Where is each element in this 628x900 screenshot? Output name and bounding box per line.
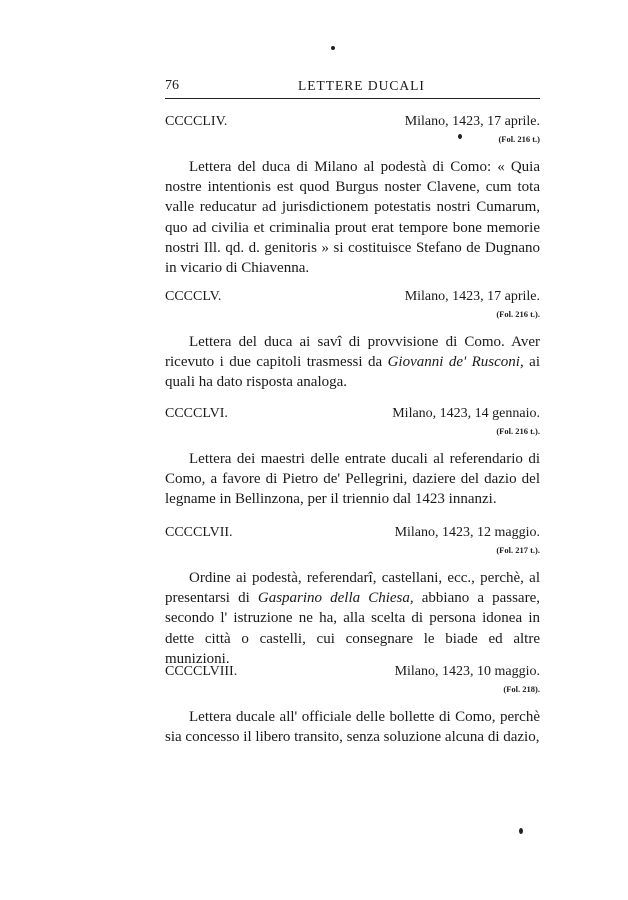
letter-entry [165, 114, 540, 278]
entry-folio: (Fol. 218). [503, 684, 540, 694]
entry-folio: (Fol. 216 t.). [496, 426, 540, 436]
page-number: 76 [165, 78, 179, 93]
ink-speck-bottom [519, 828, 523, 834]
entry-date: Milano, 1423, 17 aprile. [404, 289, 540, 304]
entry-number: CCCCLVIII. [165, 664, 238, 679]
entry-text: Lettera del duca di Milano al podestà di Como: « Quia nostre intentionis est quod Burgus noster Clavene, cum tota valle reducatur ad jurisdictionem potestatis nostri Cumarum, quo ad civilia et criminalia prout erat tempore bone memorie nostri Ill. qd. d. genitoris » si costituisce Stefano de Dugnano in vicario di Chiavenna. [165, 159, 540, 277]
entry-date: Milano, 1423, 12 maggio. [394, 525, 540, 540]
entry-text [165, 332, 540, 393]
letter-entry [165, 406, 540, 510]
entry-number: CCCCLV. [165, 289, 222, 304]
entry-text [165, 568, 540, 669]
entry-date: Milano, 1423, 14 gennaio. [392, 406, 540, 421]
entry-folio: (Fol. 217 t.). [496, 545, 540, 555]
entry-text-part: ai quali ha dato risposta analoga. [165, 354, 540, 391]
entry-heading [165, 406, 540, 426]
entry-text-part: Ordine ai podestà, referendarî, castellani, ecc., perchè, al presentarsi di [165, 570, 540, 607]
entry-heading [165, 664, 540, 684]
entry-folio: (Fol. 216 t.). [496, 309, 540, 319]
person-name: Gasparino della Chiesa, [257, 590, 414, 607]
entry-heading [165, 289, 540, 309]
letter-entry [165, 289, 540, 393]
entry-date: Milano, 1423, 17 aprile. [404, 114, 540, 129]
running-header [165, 78, 540, 99]
entry-folio: (Fol. 216 t.) [498, 134, 540, 144]
entry-text: Lettera dei maestri delle entrate ducali al referendario di Como, a favore di Pietro de' Pellegrini, daziere del dazio del legname in Bellinzona, per il triennio dal 1423 innanzi. [165, 451, 540, 508]
entry-text-part: Lettera del duca ai savî di provvisione di Como. Aver ricevuto i due capitoli trasmessi da [165, 334, 540, 371]
entry-number: CCCCLVII. [165, 525, 233, 540]
running-title: LETTERE DUCALI [298, 78, 425, 93]
person-name: Giovanni de' Rusconi, [387, 354, 524, 371]
letter-entry [165, 664, 540, 747]
entry-heading [165, 525, 540, 545]
entry-heading [165, 114, 540, 134]
entry-date: Milano, 1423, 10 maggio. [394, 664, 540, 679]
entry-text: Lettera ducale all' officiale delle bollette di Como, perchè sia concesso il libero transito, senza soluzione alcuna di dazio, [165, 709, 540, 746]
entry-number: CCCCLVI. [165, 406, 228, 421]
entry-text-part: abbiano a passare, secondo l' istruzione ne ha, alla scelta di persona idonea in dette città o castelli, cui consegnare le biade ed altre munizioni. [165, 590, 540, 667]
letter-entry [165, 525, 540, 669]
ink-speck-top [331, 46, 335, 50]
entry-number: CCCCLIV. [165, 114, 228, 129]
